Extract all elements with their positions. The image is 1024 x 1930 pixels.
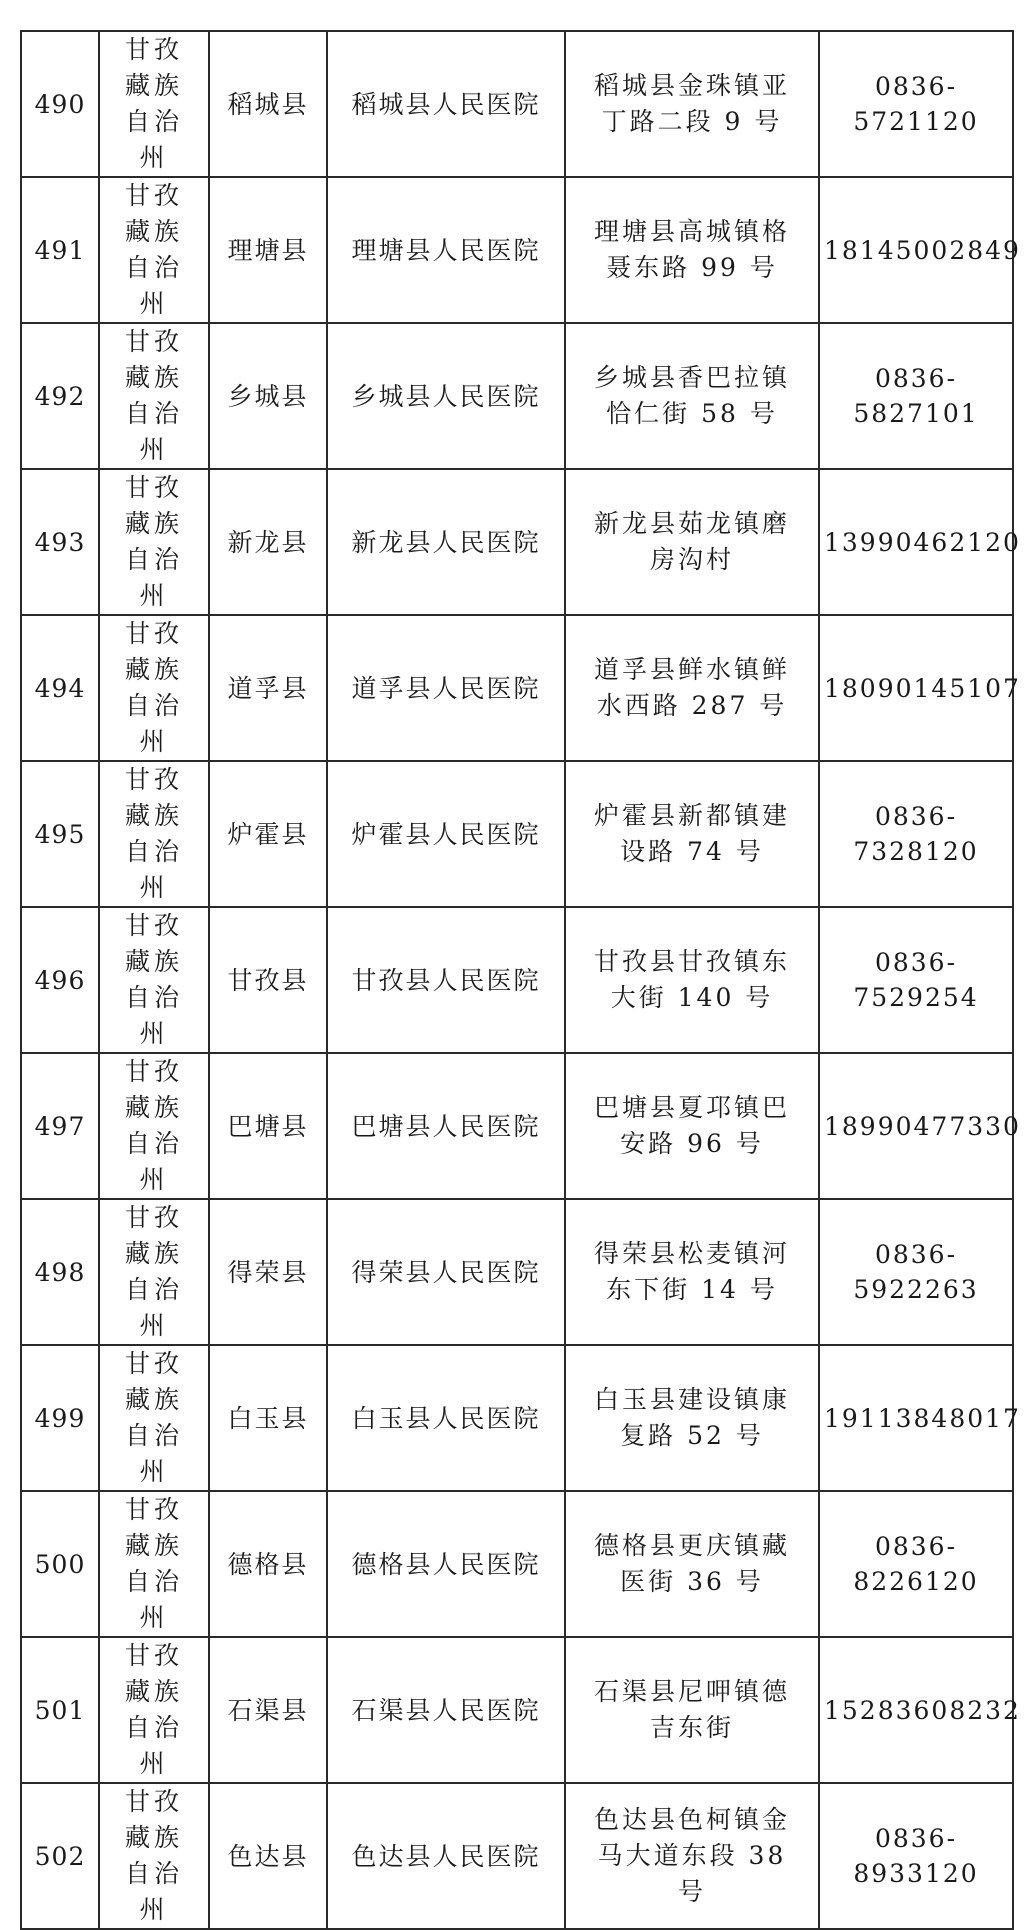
prefecture-text: 甘孜藏族自治州 — [124, 619, 183, 756]
prefecture-text: 甘孜藏族自治州 — [124, 1349, 183, 1486]
address-text: 稻城县金珠镇亚丁路二段 9 号 — [593, 71, 790, 136]
hospital-name-cell: 甘孜县人民医院 — [327, 907, 565, 1053]
prefecture-text: 甘孜藏族自治州 — [124, 1641, 183, 1778]
phone-cell: 18990477330 — [819, 1053, 1013, 1199]
hospital-name-cell: 道孚县人民医院 — [327, 615, 565, 761]
table-row — [21, 1491, 1013, 1637]
hospital-name-cell: 乡城县人民医院 — [327, 323, 565, 469]
address-cell — [565, 177, 819, 323]
phone-cell: 0836-7529254 — [819, 907, 1013, 1053]
county-cell: 新龙县 — [209, 469, 327, 615]
address-text: 道孚县鲜水镇鲜水西路 287 号 — [593, 655, 790, 720]
prefecture-text: 甘孜藏族自治州 — [124, 181, 183, 318]
phone-cell: 0836-5721120 — [819, 31, 1013, 177]
hospital-name-cell: 巴塘县人民医院 — [327, 1053, 565, 1199]
prefecture-cell — [99, 1637, 209, 1783]
table-row — [21, 1199, 1013, 1345]
address-text: 石渠县尼呷镇德吉东街 — [593, 1677, 790, 1742]
county-cell: 稻城县 — [209, 31, 327, 177]
row-number: 500 — [21, 1491, 99, 1637]
prefecture-text: 甘孜藏族自治州 — [124, 327, 183, 464]
prefecture-cell — [99, 323, 209, 469]
address-cell — [565, 469, 819, 615]
county-cell: 石渠县 — [209, 1637, 327, 1783]
prefecture-text: 甘孜藏族自治州 — [124, 911, 183, 1048]
address-cell — [565, 1637, 819, 1783]
prefecture-text: 甘孜藏族自治州 — [124, 35, 183, 172]
row-number: 498 — [21, 1199, 99, 1345]
hospital-name-cell: 石渠县人民医院 — [327, 1637, 565, 1783]
address-cell — [565, 1783, 819, 1929]
prefecture-text: 甘孜藏族自治州 — [124, 1057, 183, 1194]
prefecture-cell — [99, 615, 209, 761]
row-number: 493 — [21, 469, 99, 615]
address-text: 白玉县建设镇康复路 52 号 — [593, 1385, 790, 1450]
table-row — [21, 615, 1013, 761]
address-cell — [565, 1199, 819, 1345]
address-text: 乡城县香巴拉镇恰仁街 58 号 — [593, 363, 790, 428]
phone-cell: 15283608232 — [819, 1637, 1013, 1783]
address-cell — [565, 615, 819, 761]
phone-cell: 0836-5827101 — [819, 323, 1013, 469]
county-cell: 巴塘县 — [209, 1053, 327, 1199]
address-text: 色达县色柯镇金马大道东段 38 号 — [593, 1805, 790, 1906]
row-number: 490 — [21, 31, 99, 177]
table-row — [21, 761, 1013, 907]
prefecture-cell — [99, 1345, 209, 1491]
table-row — [21, 1783, 1013, 1929]
row-number: 491 — [21, 177, 99, 323]
county-cell: 白玉县 — [209, 1345, 327, 1491]
hospital-name-cell: 理塘县人民医院 — [327, 177, 565, 323]
row-number: 499 — [21, 1345, 99, 1491]
address-text: 巴塘县夏邛镇巴安路 96 号 — [593, 1093, 790, 1158]
table-row — [21, 1637, 1013, 1783]
address-cell — [565, 1345, 819, 1491]
table-row — [21, 1345, 1013, 1491]
prefecture-cell — [99, 761, 209, 907]
row-number: 502 — [21, 1783, 99, 1929]
prefecture-cell — [99, 177, 209, 323]
row-number: 501 — [21, 1637, 99, 1783]
hospital-table — [20, 30, 1021, 1930]
table-body — [21, 31, 1021, 1929]
hospital-name-cell: 色达县人民医院 — [327, 1783, 565, 1929]
prefecture-cell — [99, 907, 209, 1053]
hospital-name-cell: 稻城县人民医院 — [327, 31, 565, 177]
table-row — [21, 177, 1013, 323]
hospital-name-cell: 炉霍县人民医院 — [327, 761, 565, 907]
prefecture-cell — [99, 1783, 209, 1929]
prefecture-cell — [99, 1491, 209, 1637]
hospital-name-cell: 德格县人民医院 — [327, 1491, 565, 1637]
phone-cell: 0836-5922263 — [819, 1199, 1013, 1345]
county-cell: 得荣县 — [209, 1199, 327, 1345]
phone-cell: 0836-8933120 — [819, 1783, 1013, 1929]
table-row — [21, 907, 1013, 1053]
table-row — [21, 1053, 1013, 1199]
hospital-name-cell: 得荣县人民医院 — [327, 1199, 565, 1345]
county-cell: 理塘县 — [209, 177, 327, 323]
address-cell — [565, 1491, 819, 1637]
address-cell — [565, 1053, 819, 1199]
hospital-name-cell: 白玉县人民医院 — [327, 1345, 565, 1491]
row-number: 497 — [21, 1053, 99, 1199]
prefecture-text: 甘孜藏族自治州 — [124, 1787, 183, 1924]
phone-cell: 0836-7328120 — [819, 761, 1013, 907]
county-cell: 乡城县 — [209, 323, 327, 469]
address-text: 理塘县高城镇格聂东路 99 号 — [593, 217, 790, 282]
address-cell — [565, 907, 819, 1053]
address-cell — [565, 31, 819, 177]
prefecture-text: 甘孜藏族自治州 — [124, 473, 183, 610]
prefecture-text: 甘孜藏族自治州 — [124, 1495, 183, 1632]
phone-cell: 13990462120 — [819, 469, 1013, 615]
row-number: 492 — [21, 323, 99, 469]
address-text: 德格县更庆镇藏医街 36 号 — [593, 1531, 790, 1596]
county-cell: 甘孜县 — [209, 907, 327, 1053]
prefecture-text: 甘孜藏族自治州 — [124, 765, 183, 902]
address-text: 得荣县松麦镇河东下街 14 号 — [593, 1239, 790, 1304]
address-text: 甘孜县甘孜镇东大街 140 号 — [593, 947, 790, 1012]
table-row — [21, 323, 1013, 469]
hospital-name-cell: 新龙县人民医院 — [327, 469, 565, 615]
county-cell: 色达县 — [209, 1783, 327, 1929]
address-cell — [565, 761, 819, 907]
address-cell — [565, 323, 819, 469]
prefecture-text: 甘孜藏族自治州 — [124, 1203, 183, 1340]
county-cell: 德格县 — [209, 1491, 327, 1637]
address-text: 新龙县茹龙镇磨房沟村 — [593, 509, 790, 574]
address-text: 炉霍县新都镇建设路 74 号 — [593, 801, 790, 866]
prefecture-cell — [99, 469, 209, 615]
row-number: 494 — [21, 615, 99, 761]
prefecture-cell — [99, 1199, 209, 1345]
county-cell: 道孚县 — [209, 615, 327, 761]
phone-cell: 19113848017 — [819, 1345, 1013, 1491]
county-cell: 炉霍县 — [209, 761, 327, 907]
prefecture-cell — [99, 1053, 209, 1199]
phone-cell: 18145002849 — [819, 177, 1013, 323]
row-number: 495 — [21, 761, 99, 907]
phone-cell: 18090145107 — [819, 615, 1013, 761]
phone-cell: 0836-8226120 — [819, 1491, 1013, 1637]
table-row — [21, 31, 1013, 177]
table-row — [21, 469, 1013, 615]
row-number: 496 — [21, 907, 99, 1053]
prefecture-cell — [99, 31, 209, 177]
